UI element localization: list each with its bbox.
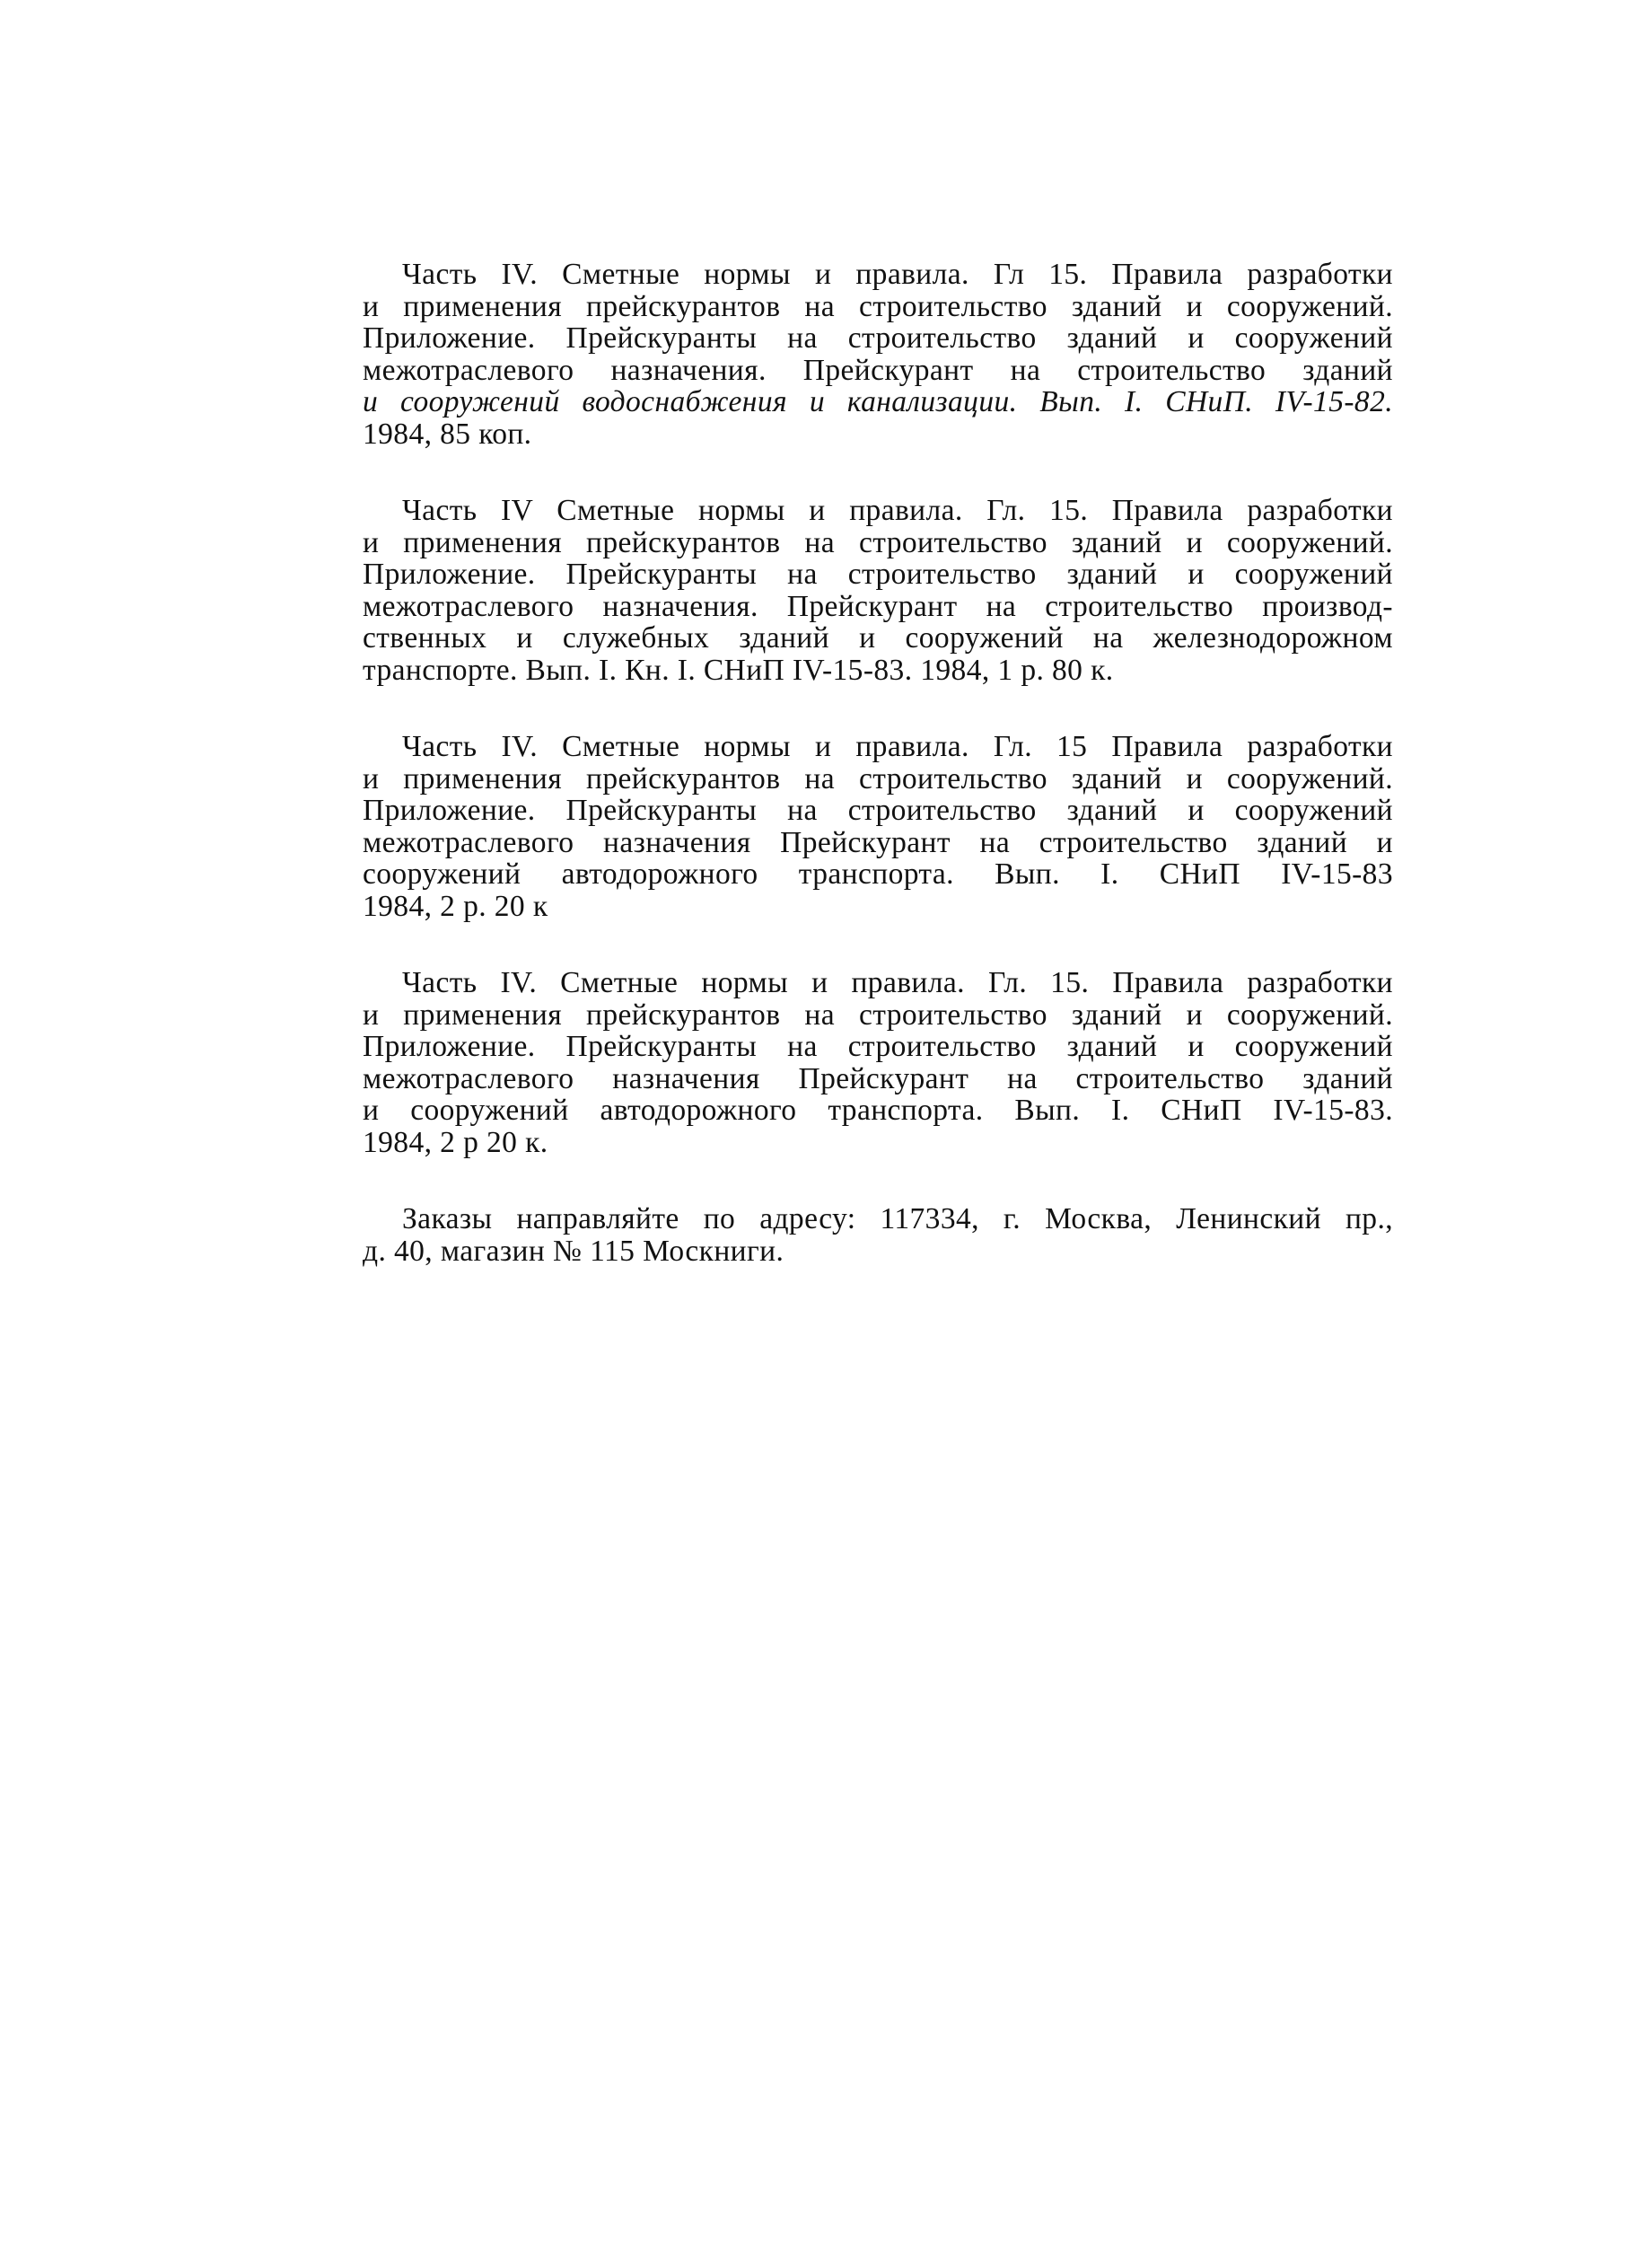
entry-4-line-4: межотраслевого назначения Прейскурант на строительство зданий (363, 1061, 1393, 1095)
publication-entry-3 (363, 731, 1393, 922)
entry-3-line-1: Часть IV. Сметные нормы и правила. Гл. 15 Правила разработки (402, 730, 1393, 763)
entry-2-line-5: ственных и служебных зданий и сооружений на железнодорожном (363, 621, 1393, 655)
entry-2-line-3: Приложение. Прейскуранты на строительство зданий и сооружений (363, 558, 1393, 591)
entry-2-line-2: и применения прейскурантов на строительство зданий и сооружений. (363, 525, 1393, 559)
orders-notice (363, 1203, 1393, 1267)
entry-3-line-2: и применения прейскурантов на строительство зданий и сооружений. (363, 761, 1393, 796)
entry-1-line-3: Приложение. Прейскуранты на строительство зданий и сооружений (363, 321, 1393, 355)
entry-3-line-4: межотраслевого назначения Прейскурант на строительство зданий и (363, 825, 1393, 859)
publication-list (363, 259, 1393, 1312)
entry-2-line-4: межотраслевого назначения. Прейскурант на строительство производ- (363, 589, 1393, 623)
entry-2-line-1: Часть IV Сметные нормы и правила. Гл. 15. Правила разработки (402, 494, 1393, 527)
entry-1-line-1: Часть IV. Сметные нормы и правила. Гл 15. Правила разработки (402, 258, 1393, 291)
entry-4-line-3: Приложение. Прейскуранты на строительство зданий и сооружений (363, 1030, 1393, 1063)
entry-4-line-5: и сооружений автодорожного транспорта. Вып. I. СНиП IV-15-83. (363, 1094, 1393, 1127)
orders-line-1: Заказы направляйте по адресу: 117334, г. Москва, Ленинский пр., (402, 1202, 1393, 1235)
orders-line-2: д. 40, магазин № 115 Москниги. (363, 1234, 784, 1268)
entry-4-line-2: и применения прейскурантов на строительство зданий и сооружений. (363, 998, 1393, 1032)
publication-entry-2 (363, 495, 1393, 686)
entry-4-line-1: Часть IV. Сметные нормы и правила. Гл. 15. Правила разработки (402, 966, 1393, 999)
publication-entry-4 (363, 967, 1393, 1158)
entry-3-line-6: 1984, 2 р. 20 к (363, 889, 548, 923)
entry-3-line-5: сооружений автодорожного транспорта. Вып. I. СНиП IV-15-83 (363, 857, 1393, 891)
entry-2-line-6: транспорте. Вып. I. Кн. I. СНиП IV-15-83. 1984, 1 р. 80 к. (363, 653, 1114, 687)
entry-3-line-3: Приложение. Прейскуранты на строительство зданий и сооружений (363, 794, 1393, 827)
entry-4-line-6: 1984, 2 р 20 к. (363, 1125, 548, 1159)
entry-1-line-5: и сооружений водоснабжения и канализации. Вып. I. СНиП. IV-15-82. (363, 385, 1393, 418)
entry-1-line-4: межотраслевого назначения. Прейскурант на строительство зданий (363, 353, 1393, 387)
entry-1-line-6: 1984, 85 коп. (363, 417, 532, 451)
publication-entry-1 (363, 259, 1393, 450)
entry-1-line-2: и применения прейскурантов на строительство зданий и сооружений. (363, 289, 1393, 323)
